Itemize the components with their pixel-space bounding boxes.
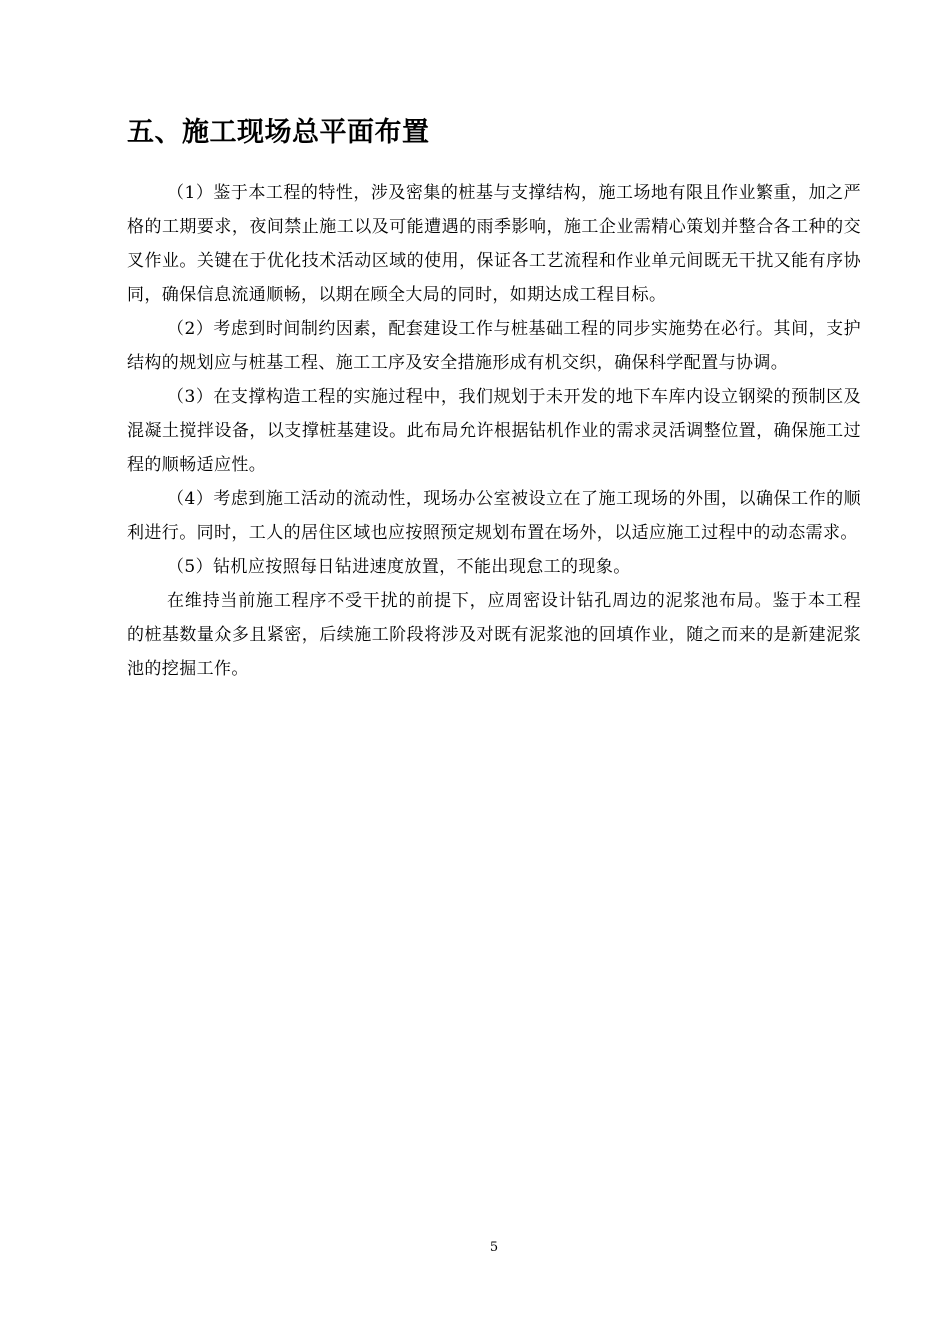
paragraph-3: （3）在支撑构造工程的实施过程中，我们规划于未开发的地下车库内设立钢梁的预制区及混凝土搅拌设备，以支撑桩基建设。此布局允许根据钻机作业的需求灵活调整位置，确保施工过程的顺畅适应性。	[127, 387, 861, 475]
paragraph-1: （1）鉴于本工程的特性，涉及密集的桩基与支撑结构，施工场地有限且作业繁重，加之严格的工期要求，夜间禁止施工以及可能遭遇的雨季影响，施工企业需精心策划并整合各工种的交叉作业。关键在于优化技术活动区域的使用，保证各工艺流程和作业单元间既无干扰又能有序协同，确保信息流通顺畅，以期在顾全大局的同时，如期达成工程目标。	[127, 183, 861, 305]
paragraph-2: （2）考虑到时间制约因素，配套建设工作与桩基础工程的同步实施势在必行。其间，支护结构的规划应与桩基工程、施工工序及安全措施形成有机交织，确保科学配置与协调。	[127, 319, 861, 373]
paragraph-6: 在维持当前施工程序不受干扰的前提下，应周密设计钻孔周边的泥浆池布局。鉴于本工程的桩基数量众多且紧密，后续施工阶段将涉及对既有泥浆池的回填作业，随之而来的是新建泥浆池的挖掘工作。	[127, 591, 861, 679]
section-heading: 五、施工现场总平面布置	[127, 117, 430, 148]
document-body	[127, 176, 861, 686]
page-number: 5	[489, 1240, 499, 1255]
paragraph-5: （5）钻机应按照每日钻进速度放置，不能出现怠工的现象。	[167, 557, 631, 577]
paragraph-4: （4）考虑到施工活动的流动性，现场办公室被设立在了施工现场的外围，以确保工作的顺利进行。同时，工人的居住区域也应按照预定规划布置在场外，以适应施工过程中的动态需求。	[127, 489, 861, 543]
